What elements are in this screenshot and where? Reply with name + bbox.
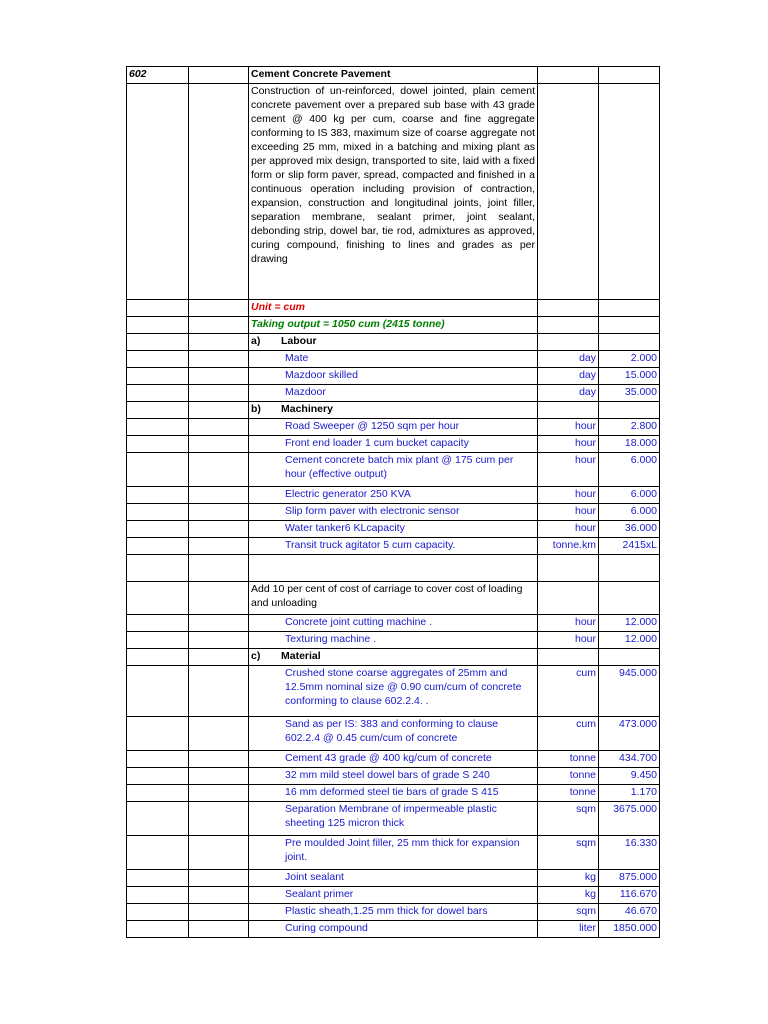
row-quantity: 473.000 [599, 717, 660, 751]
row-description: Concrete joint cutting machine . [249, 615, 538, 632]
row-unit: hour [538, 453, 599, 487]
table-row [127, 717, 660, 751]
row-description: Water tanker6 KLcapacity [249, 521, 538, 538]
row-unit: day [538, 385, 599, 402]
row-description: Sealant primer [249, 887, 538, 904]
row-unit: hour [538, 521, 599, 538]
row-unit: day [538, 368, 599, 385]
row-unit: hour [538, 615, 599, 632]
table-row [127, 504, 660, 521]
row-quantity: 2.800 [599, 419, 660, 436]
row-description: Mazdoor skilled [249, 368, 538, 385]
section-title: Machinery [281, 403, 333, 415]
section-letter: c) [251, 650, 261, 662]
row-description: Pre moulded Joint filler, 25 mm thick for expansion joint. [249, 836, 538, 870]
row-description: Transit truck agitator 5 cum capacity. [249, 538, 538, 555]
row-description: 16 mm deformed steel tie bars of grade S 415 [249, 785, 538, 802]
item-description: Construction of un-reinforced, dowel jointed, plain cement concrete pavement over a prepared sub base with 43 grade cement @ 400 kg per cum, coarse and fine aggregate conforming to IS 383, maximum size of coarse aggregate not exceeding 25 mm, mixed in a batching and mixing plant as per approved mix design, transported to site, laid with a fixed form or slip form paver, spread, compacted and finished in a continuous operation including provision of contraction, expansion, construction and longitudinal joints, joint filler, separation membrane, sealant primer, joint sealant, debonding strip, dowel bar, tie rod, admixtures as approved, curing compound, finishing to lines and grades as per drawing [249, 84, 538, 300]
table-row [127, 487, 660, 504]
row-quantity: 6.000 [599, 453, 660, 487]
row-unit: day [538, 351, 599, 368]
row-description: Road Sweeper @ 1250 sqm per hour [249, 419, 538, 436]
row-unit: tonne.km [538, 538, 599, 555]
table-row [127, 768, 660, 785]
row-description: Curing compound [249, 921, 538, 938]
row-description: Joint sealant [249, 870, 538, 887]
row-description: Plastic sheath,1.25 mm thick for dowel bars [249, 904, 538, 921]
table-row [127, 921, 660, 938]
table-row [127, 751, 660, 768]
row-unit: sqm [538, 904, 599, 921]
output-row [127, 317, 660, 334]
row-quantity: 3675.000 [599, 802, 660, 836]
row-quantity: 9.450 [599, 768, 660, 785]
table-row [127, 521, 660, 538]
row-unit: hour [538, 436, 599, 453]
table-row [127, 436, 660, 453]
table-row [127, 351, 660, 368]
row-quantity: 18.000 [599, 436, 660, 453]
row-unit: hour [538, 504, 599, 521]
table-row [127, 419, 660, 436]
row-quantity: 12.000 [599, 632, 660, 649]
section-title: Material [281, 650, 321, 662]
description-row [127, 84, 660, 300]
row-description: Mate [249, 351, 538, 368]
row-description: Slip form paver with electronic sensor [249, 504, 538, 521]
row-unit: kg [538, 887, 599, 904]
row-unit: hour [538, 632, 599, 649]
row-description: Separation Membrane of impermeable plastic sheeting 125 micron thick [249, 802, 538, 836]
row-quantity: 434.700 [599, 751, 660, 768]
section-material [127, 649, 660, 666]
spacer-row [127, 555, 660, 582]
header-row [127, 67, 660, 84]
table-row [127, 666, 660, 717]
unit-line: Unit = cum [249, 300, 538, 317]
row-unit: hour [538, 487, 599, 504]
row-unit: liter [538, 921, 599, 938]
row-quantity: 1.170 [599, 785, 660, 802]
table-row [127, 887, 660, 904]
table-row [127, 802, 660, 836]
unit-row [127, 300, 660, 317]
row-quantity: 12.000 [599, 615, 660, 632]
table-row [127, 538, 660, 555]
section-machinery [127, 402, 660, 419]
item-code: 602 [127, 67, 189, 84]
row-description: Texturing machine . [249, 632, 538, 649]
section-letter: a) [251, 335, 261, 347]
section-title: Labour [281, 335, 317, 347]
table-row [127, 368, 660, 385]
row-quantity: 2415xL [599, 538, 660, 555]
table-row [127, 836, 660, 870]
row-quantity: 1850.000 [599, 921, 660, 938]
row-unit: kg [538, 870, 599, 887]
row-quantity: 36.000 [599, 521, 660, 538]
table-row [127, 453, 660, 487]
table-row [127, 385, 660, 402]
table-row [127, 870, 660, 887]
table-row [127, 785, 660, 802]
row-description: Front end loader 1 cum bucket capacity [249, 436, 538, 453]
rate-analysis-table [126, 66, 660, 938]
table-row [127, 904, 660, 921]
row-quantity: 6.000 [599, 504, 660, 521]
row-quantity: 15.000 [599, 368, 660, 385]
row-description: Sand as per IS: 383 and conforming to clause 602.2.4 @ 0.45 cum/cum of concrete [249, 717, 538, 751]
row-quantity: 16.330 [599, 836, 660, 870]
row-description: Cement concrete batch mix plant @ 175 cum per hour (effective output) [249, 453, 538, 487]
row-unit: cum [538, 666, 599, 717]
row-description: Cement 43 grade @ 400 kg/cum of concrete [249, 751, 538, 768]
row-unit: cum [538, 717, 599, 751]
output-line: Taking output = 1050 cum (2415 tonne) [249, 317, 538, 334]
carriage-note: Add 10 per cent of cost of carriage to cover cost of loading and unloading [249, 582, 538, 615]
section-letter: b) [251, 403, 261, 415]
item-title: Cement Concrete Pavement [249, 67, 538, 84]
row-quantity: 6.000 [599, 487, 660, 504]
row-unit: hour [538, 419, 599, 436]
row-unit: sqm [538, 802, 599, 836]
row-unit: sqm [538, 836, 599, 870]
row-description: Mazdoor [249, 385, 538, 402]
row-quantity: 46.670 [599, 904, 660, 921]
row-unit: tonne [538, 751, 599, 768]
row-quantity: 875.000 [599, 870, 660, 887]
row-description: 32 mm mild steel dowel bars of grade S 240 [249, 768, 538, 785]
row-quantity: 2.000 [599, 351, 660, 368]
row-unit: tonne [538, 768, 599, 785]
row-quantity: 35.000 [599, 385, 660, 402]
row-description: Electric generator 250 KVA [249, 487, 538, 504]
row-unit: tonne [538, 785, 599, 802]
table-row [127, 615, 660, 632]
table-row [127, 632, 660, 649]
note-row [127, 582, 660, 615]
row-quantity: 945.000 [599, 666, 660, 717]
row-description: Crushed stone coarse aggregates of 25mm and 12.5mm nominal size @ 0.90 cum/cum of concrete conforming to clause 602.2.4. . [249, 666, 538, 717]
row-quantity: 116.670 [599, 887, 660, 904]
section-labour [127, 334, 660, 351]
